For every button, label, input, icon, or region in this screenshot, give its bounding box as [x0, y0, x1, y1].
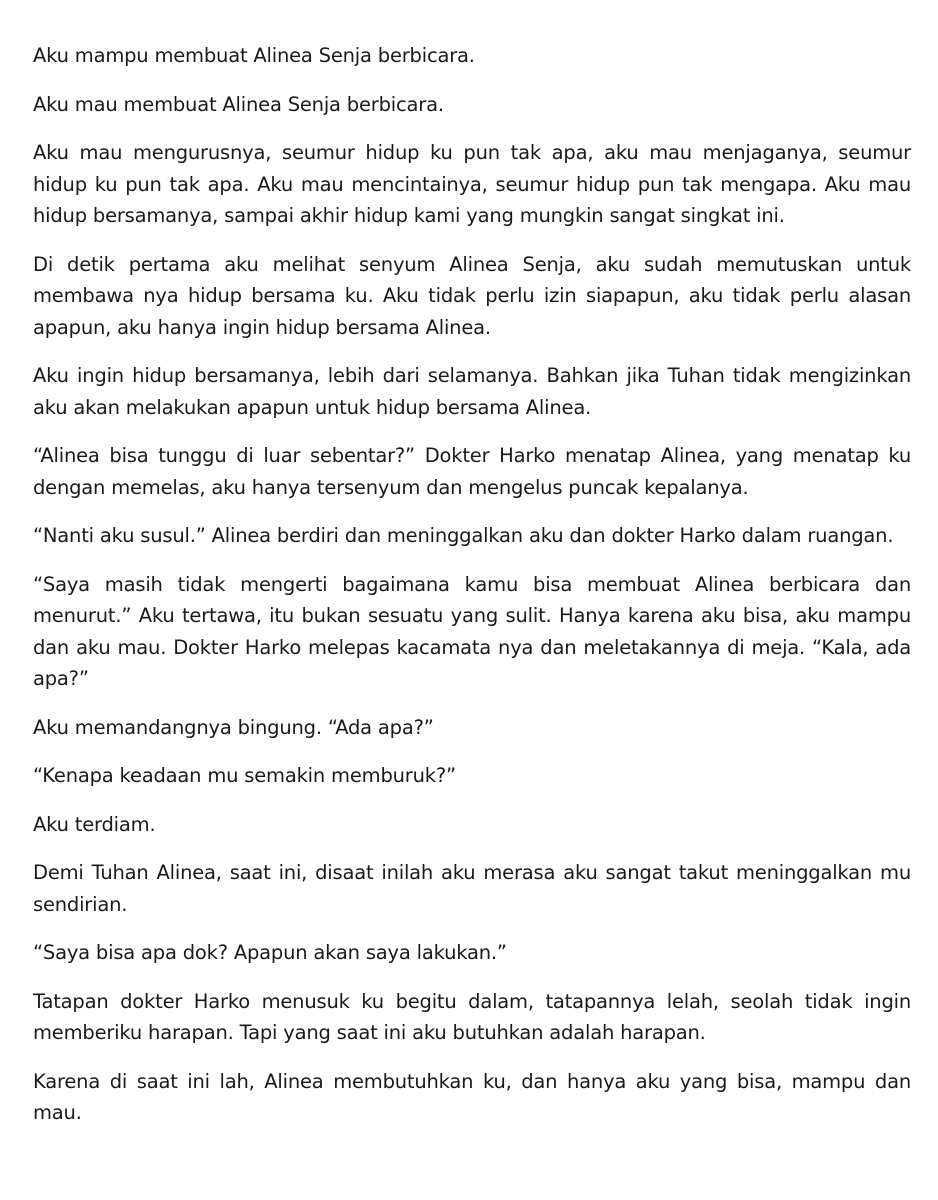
paragraph: “Saya bisa apa dok? Apapun akan saya lakukan.” [33, 941, 507, 964]
paragraph: Aku ingin hidup bersamanya, lebih dari selamanya. Bahkan jika Tuhan tidak mengizinkan aku akan melakukan apapun untuk hidup bersama Alinea. [33, 364, 911, 419]
paragraph: Karena di saat ini lah, Alinea membutuhkan ku, dan hanya aku yang bisa, mampu dan mau. [33, 1069, 911, 1124]
paragraph: Tatapan dokter Harko menusuk ku begitu dalam, tatapannya lelah, seolah tidak ingin memberiku harapan. Tapi yang saat ini aku butuhkan adalah harapan. [33, 989, 911, 1044]
paragraph: “Kenapa keadaan mu semakin memburuk?” [33, 764, 456, 787]
paragraph: “Alinea bisa tunggu di luar sebentar?” Dokter Harko menatap Alinea, yang menatap ku dengan memelas, aku hanya tersenyum dan mengelus puncak kepalanya. [33, 444, 911, 499]
paragraph: Demi Tuhan Alinea, saat ini, disaat inilah aku merasa aku sangat takut meninggalkan mu sendirian. [33, 861, 911, 916]
paragraph: Aku mau membuat Alinea Senja berbicara. [33, 92, 444, 116]
paragraph: Aku mau mengurusnya, seumur hidup ku pun tak apa, aku mau menjaganya, seumur hidup ku pun tak apa. Aku mau mencintainya, seumur hidup pun tak mengapa. Aku mau hidup bersamanya, sampai akhir hidup kami yang mungkin sangat singkat ini. [33, 141, 911, 227]
paragraph: Aku memandangnya bingung. “Ada apa?” [33, 715, 434, 739]
paragraph: “Nanti aku susul.” Alinea berdiri dan meninggalkan aku dan dokter Harko dalam ruangan. [33, 524, 894, 547]
paragraph: Di detik pertama aku melihat senyum Alinea Senja, aku sudah memutuskan untuk membawa nya hidup bersama ku. Aku tidak perlu izin siapapun, aku tidak perlu alasan apapun, aku hanya ingin hidup bersama Alinea. [33, 252, 911, 339]
paragraph: “Saya masih tidak mengerti bagaimana kamu bisa membuat Alinea berbicara dan menurut.” Aku tertawa, itu bukan sesuatu yang sulit. Hanya karena aku bisa, aku mampu dan aku mau. Dokter Harko melepas kacamata nya dan meletakannya di meja. “Kala, ada apa?” [33, 572, 911, 690]
paragraph: Aku mampu membuat Alinea Senja berbicara. [33, 44, 475, 67]
paragraph: Aku terdiam. [33, 812, 156, 836]
